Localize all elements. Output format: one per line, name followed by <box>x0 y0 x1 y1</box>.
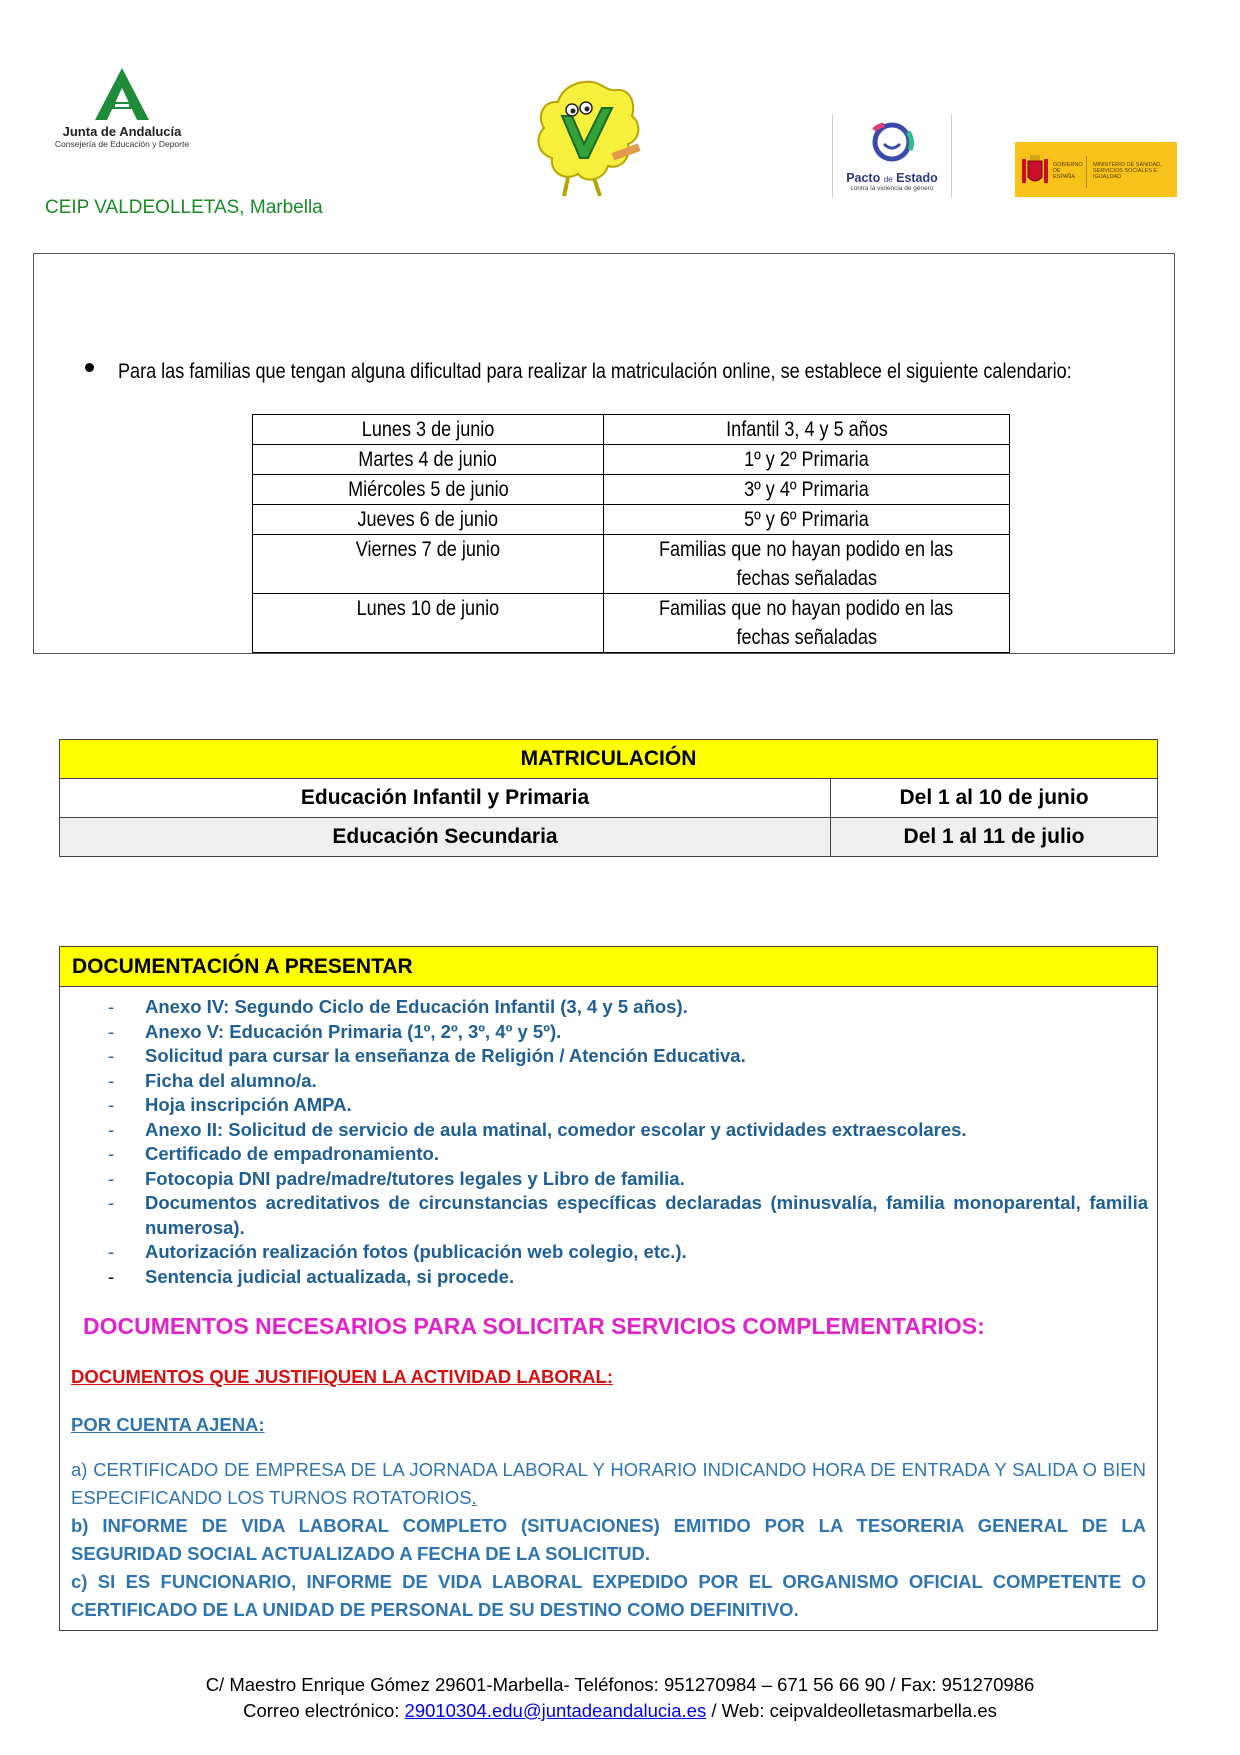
list-item: - Anexo V: Educación Primaria (1º, 2º, 3º, 4º y 5º). <box>108 1020 562 1042</box>
table-row <box>253 445 1010 475</box>
list-item: - Sentencia judicial actualizada, si procede. <box>108 1265 515 1287</box>
ministerio-text: MINISTERIO DE SANIDAD, SERVICIOS SOCIALES E IGUALDAD <box>1093 162 1162 180</box>
bullet-icon <box>85 363 94 372</box>
paragraph-b: b) INFORME DE VIDA LABORAL COMPLETO (SITUACIONES) EMITIDO POR LA TESORERIA GENERAL DE LA SEGURIDAD SOCIAL ACTUALIZADO A FECHA DE LA SOLICITUD. <box>71 1515 1146 1564</box>
calendar-group: 3º y 4º Primaria <box>744 478 869 501</box>
table-row <box>253 535 1010 594</box>
list-item: - Solicitud para cursar la enseñanza de Religión / Atención Educativa. <box>108 1045 746 1066</box>
calendar-group: Familias que no hayan podido en las <box>659 538 954 561</box>
table-row <box>253 594 1010 653</box>
table-row <box>60 779 1158 818</box>
table-row <box>60 818 1158 857</box>
calendar-group-cont: fechas señaladas <box>736 567 877 590</box>
table-row <box>253 505 1010 535</box>
logo-name: Junta de Andalucía <box>62 124 182 139</box>
calendar-date: Lunes 3 de junio <box>361 418 495 441</box>
documentacion-list <box>108 995 1148 1289</box>
web-text: / Web: ceipvaldeolletasmarbella.es <box>706 1700 997 1721</box>
calendar-intro: Para las familias que tengan alguna dificultad para realizar la matriculación online, se establece el siguiente calendario: <box>118 360 1072 383</box>
table-row <box>253 415 1010 445</box>
list-item: - Fotocopia DNI padre/madre/tutores legales y Libro de familia. <box>108 1167 685 1189</box>
gobierno-text: GOBIERNO DE ESPAÑA <box>1053 162 1083 180</box>
calendar-group-cont: fechas señaladas <box>736 626 877 649</box>
matriculacion-title: MATRICULACIÓN <box>60 740 1158 779</box>
calendar-date: Lunes 10 de junio <box>356 597 500 620</box>
stage-cell: Educación Infantil y Primaria <box>60 779 831 818</box>
list-item: - Hoja inscripción AMPA. <box>108 1094 352 1115</box>
school-name: CEIP VALDEOLLETAS, Marbella <box>45 197 323 218</box>
paragraph-a: a) CERTIFICADO DE EMPRESA DE LA JORNADA LABORAL Y HORARIO INDICANDO HORA DE ENTRADA Y SALIDA O BIEN ESPECIFICANDO LOS TURNOS ROTATORIOS. <box>71 1459 1146 1508</box>
logo-subtitle: Consejería de Educación y Deporte <box>54 139 190 149</box>
calendar-group: 5º y 6º Primaria <box>744 508 869 531</box>
list-item: - Anexo IV: Segundo Ciclo de Educación Infantil (3, 4 y 5 años). <box>108 996 688 1017</box>
school-mascot-logo <box>528 78 646 200</box>
actividad-laboral-title: DOCUMENTOS QUE JUSTIFIQUEN LA ACTIVIDAD LABORAL: <box>71 1366 613 1387</box>
calendar-date: Viernes 7 de junio <box>355 538 501 561</box>
calendar-table <box>252 414 1010 653</box>
table-header-row <box>60 740 1158 779</box>
calendar-group: 1º y 2º Primaria <box>744 448 869 471</box>
email-link[interactable]: 29010304.edu@juntadeandalucia.es <box>404 1700 707 1721</box>
calendar-date: Jueves 6 de junio <box>357 508 499 531</box>
pacto-circle-icon <box>862 120 922 164</box>
pacto-subtitle: contra la violencia de género <box>850 185 934 192</box>
cuenta-ajena-title: POR CUENTA AJENA: <box>71 1414 265 1435</box>
footer-address: C/ Maestro Enrique Gómez 29601-Marbella- Teléfonos: 951270984 – 671 56 66 90 / Fax: 951270986 <box>205 1674 1035 1695</box>
gob-divider <box>1086 156 1087 188</box>
coat-of-arms-icon <box>1020 153 1050 187</box>
calendar-group: Infantil 3, 4 y 5 años <box>725 418 888 441</box>
junta-andalucia-logo <box>52 66 192 166</box>
dates-cell: Del 1 al 11 de julio <box>831 818 1158 857</box>
list-item: - Documentos acreditativos de circunstancias específicas declaradas (minusvalía, familia monoparental, familia numerosa). <box>108 1192 1148 1238</box>
pacto-title: Pacto de Estado <box>846 171 938 185</box>
list-item: - Certificado de empadronamiento. <box>108 1143 439 1164</box>
list-item: - Autorización realización fotos (publicación web colegio, etc.). <box>108 1241 687 1262</box>
calendar-date: Martes 4 de junio <box>358 448 498 471</box>
servicios-title: DOCUMENTOS NECESARIOS PARA SOLICITAR SERVICIOS COMPLEMENTARIOS: <box>83 1313 985 1339</box>
paragraph-c: c) SI ES FUNCIONARIO, INFORME DE VIDA LABORAL EXPEDIDO POR EL ORGANISMO OFICIAL COMPETENTE O CERTIFICADO DE LA UNIDAD DE PERSONAL DE SU DESTINO COMO DEFINITIVO. <box>71 1571 1146 1620</box>
calendar-date: Miércoles 5 de junio <box>347 478 509 501</box>
gobierno-espana-logo <box>1015 142 1177 197</box>
calendar-group: Familias que no hayan podido en las <box>659 597 954 620</box>
pacto-de-estado-logo <box>832 114 952 198</box>
dates-cell: Del 1 al 10 de junio <box>831 779 1158 818</box>
email-label: Correo electrónico: <box>243 1700 405 1721</box>
list-item: - Ficha del alumno/a. <box>108 1069 317 1091</box>
documentacion-header <box>59 946 1158 987</box>
stage-cell: Educación Secundaria <box>60 818 831 857</box>
documentacion-title: DOCUMENTACIÓN A PRESENTAR <box>72 955 413 978</box>
footer-contact <box>0 1700 1240 1722</box>
junta-andalucia-a-icon <box>93 66 151 122</box>
list-item: - Anexo II: Solicitud de servicio de aula matinal, comedor escolar y actividades extraescolares. <box>108 1118 967 1140</box>
matriculacion-table <box>59 739 1158 857</box>
table-row <box>253 475 1010 505</box>
